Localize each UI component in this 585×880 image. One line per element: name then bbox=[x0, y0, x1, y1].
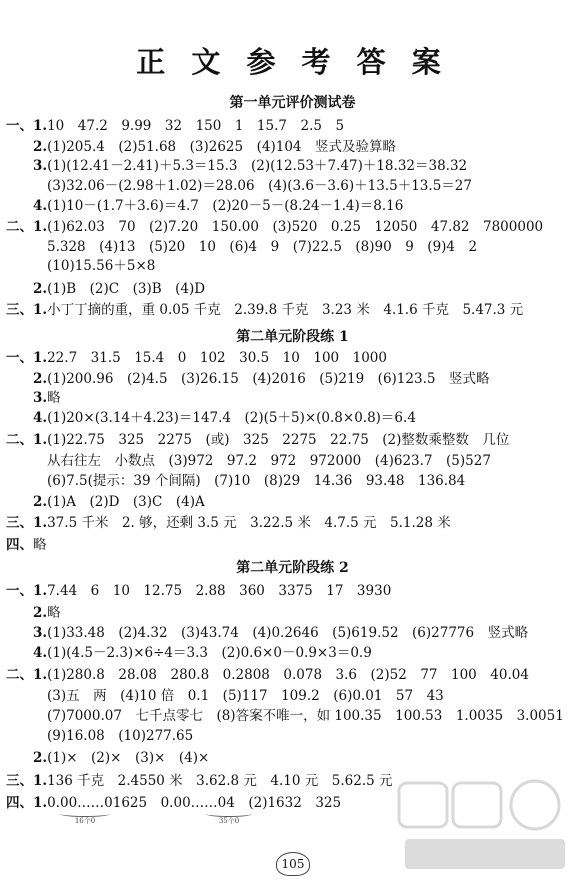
question-number: 1. bbox=[33, 795, 48, 811]
question-number: 2. bbox=[33, 750, 48, 766]
answer-text: (10)15.56＋5×8 bbox=[47, 258, 156, 274]
answer-text: (1)20×(3.14＋4.23)＝147.4 (2)(5＋5)×(0.8×0.8)＝6.4 bbox=[47, 410, 416, 426]
answer-text: (1)200.96 (2)4.5 (3)26.15 (4)2016 (5)219 (6)123.5 竖式略 bbox=[47, 371, 490, 387]
answer-text: (1)22.75 325 2275 (或) 325 2275 22.75 (2)整数乘整数 几位 bbox=[47, 432, 510, 448]
question-number: 1. bbox=[33, 773, 48, 789]
answer-text: (7)7000.07 七千点零七 (8)答案不唯一，如 100.35 100.53 1.0035 3.0051 bbox=[47, 708, 564, 724]
question-type-marker: 一、 bbox=[6, 118, 33, 134]
question-number: 1. bbox=[33, 515, 48, 531]
question-type-marker: 三、 bbox=[6, 515, 33, 531]
question-number: 2. bbox=[33, 281, 48, 297]
answer-text: 22.7 31.5 15.4 0 102 30.5 10 100 1000 bbox=[47, 350, 387, 366]
question-number: 1. bbox=[33, 118, 48, 134]
answer-text: (1)33.48 (2)4.32 (3)43.74 (4)0.2646 (5)619.52 (6)27776 竖式略 bbox=[47, 625, 529, 641]
question-number: 1. bbox=[33, 219, 48, 235]
answer-text: 从右往左 小数点 (3)972 97.2 972 972000 (4)623.7 (5)527 bbox=[47, 453, 491, 469]
answer-text: 小丁丁摘的重，重 0.05 千克 2.39.8 千克 3.23 米 4.1.6 千克 5.47.3 元 bbox=[47, 302, 524, 318]
question-number: 1. bbox=[33, 432, 48, 448]
question-type-marker: 一、 bbox=[6, 350, 33, 366]
page-title: 正 文 参 考 答 案 bbox=[136, 45, 449, 79]
answer-text: 10 47.2 9.99 32 150 1 15.7 2.5 5 bbox=[47, 118, 345, 134]
question-number: 3. bbox=[33, 625, 48, 641]
question-number: 1. bbox=[33, 350, 48, 366]
answer-text: (1)280.8 28.08 280.8 0.2808 0.078 3.6 (2)52 77 100 40.04 bbox=[47, 667, 529, 683]
section-title-unit1-test: 第一单元评价测试卷 bbox=[229, 95, 356, 111]
answer-text: 136 千克 2.4550 米 3.62.8 元 4.10 元 5.62.5 元 bbox=[47, 773, 393, 789]
page-number: 105 bbox=[276, 852, 310, 876]
question-type-marker: 四、 bbox=[6, 537, 33, 553]
question-number: 4. bbox=[33, 410, 48, 426]
answer-text: (1)A (2)D (3)C (4)A bbox=[47, 494, 205, 510]
answer-text: 7.44 6 10 12.75 2.88 360 3375 17 3930 bbox=[47, 583, 392, 599]
question-type-marker: 二、 bbox=[6, 667, 33, 683]
question-type-marker: 二、 bbox=[6, 219, 33, 235]
question-number: 1. bbox=[33, 302, 48, 318]
question-number: 2. bbox=[33, 139, 48, 155]
question-type-marker: 二、 bbox=[6, 432, 33, 448]
question-number: 4. bbox=[33, 198, 48, 214]
answer-text: 5.328 (4)13 (5)20 10 (6)4 9 (7)22.5 (8)90 9 (9)4 2 bbox=[47, 239, 478, 255]
question-number: 2. bbox=[33, 371, 48, 387]
question-number: 1. bbox=[33, 667, 48, 683]
question-number: 2. bbox=[33, 494, 48, 510]
answer-text: 37.5 千米 2. 够，还剩 3.5 元 3.22.5 米 4.7.5 元 5.1.28 米 bbox=[47, 515, 451, 531]
question-type-marker: 一、 bbox=[6, 583, 33, 599]
question-type-marker: 三、 bbox=[6, 302, 33, 318]
question-number: 2. bbox=[33, 605, 48, 621]
question-number: 1. bbox=[33, 583, 48, 599]
section-title-unit2-practice1: 第二单元阶段练 1 bbox=[236, 329, 349, 345]
answer-text: (3)五 两 (4)10 倍 0.1 (5)117 109.2 (6)0.01 57 43 bbox=[47, 688, 444, 704]
answer-text: (1)× (2)× (3)× (4)× bbox=[47, 750, 210, 766]
question-number: 3. bbox=[33, 158, 48, 174]
answer-text: 略 bbox=[47, 605, 61, 621]
answer-text: 略 bbox=[47, 390, 61, 406]
brace-35-zeros: 35个0 bbox=[206, 811, 252, 825]
question-type-marker: 四、 bbox=[6, 795, 33, 811]
answer-text: (1)B (2)C (3)B (4)D bbox=[47, 281, 206, 297]
question-type-marker: 三、 bbox=[6, 773, 33, 789]
answer-text: 0.00……01625 0.00……04 (2)1632 325 bbox=[47, 795, 342, 811]
answer-text: (6)7.5(提示：39 个间隔) (7)10 (8)29 14.36 93.48 136.84 bbox=[47, 473, 466, 489]
section-title-unit2-practice2: 第二单元阶段练 2 bbox=[236, 560, 349, 576]
answer-text: (1)10－(1.7＋3.6)＝4.7 (2)20－5－(8.24－1.4)＝8.16 bbox=[47, 198, 404, 214]
answer-text: (1)205.4 (2)51.68 (3)2625 (4)104 竖式及验算略 bbox=[47, 139, 397, 155]
answer-text: (3)32.06－(2.98＋1.02)＝28.06 (4)(3.6－3.6)＋13.5＋13.5＝27 bbox=[47, 178, 472, 194]
answer-text: (9)16.08 (10)277.65 bbox=[47, 728, 194, 744]
watermark-logo bbox=[395, 775, 575, 875]
answer-text: (1)(12.41－2.41)＋5.3＝15.3 (2)(12.53＋7.47)＋18.32＝38.32 bbox=[47, 158, 468, 174]
answer-text: (1)(4.5－2.3)×6÷4＝3.3 (2)0.6×0－0.9×3＝0.9 bbox=[47, 645, 372, 661]
answer-text: 略 bbox=[33, 537, 47, 553]
question-number: 3. bbox=[33, 390, 48, 406]
brace-16-zeros: 16个0 bbox=[60, 811, 110, 825]
question-number: 4. bbox=[33, 645, 48, 661]
answer-text: (1)62.03 70 (2)7.20 150.00 (3)520 0.25 12050 47.82 7800000 bbox=[47, 219, 544, 235]
